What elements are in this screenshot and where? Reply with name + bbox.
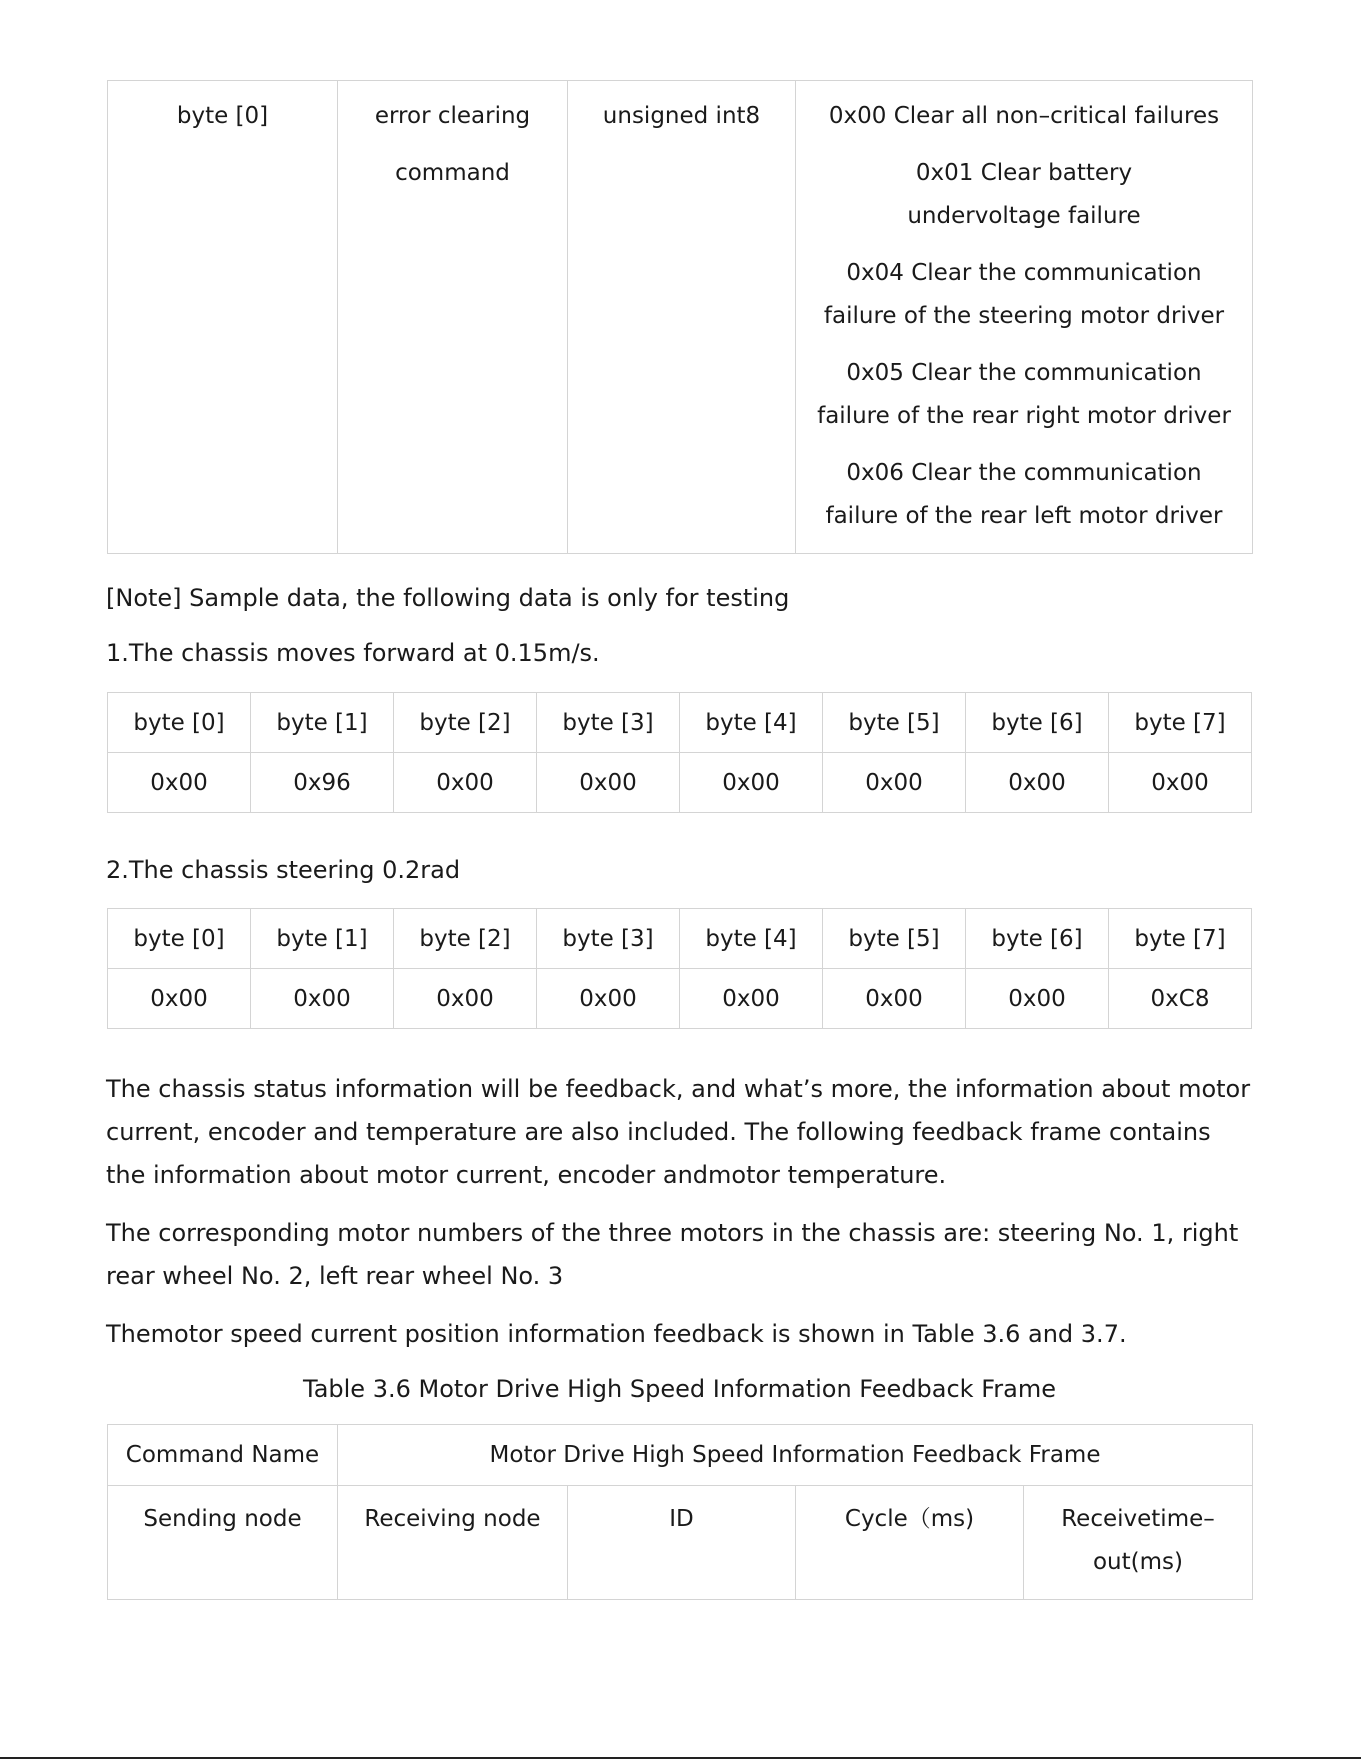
error-clear-table	[107, 80, 1253, 554]
header-cell: byte [0]	[108, 693, 251, 753]
header-cell: byte [2]	[394, 693, 537, 753]
header-cell: byte [2]	[394, 909, 537, 969]
command-name-label: Command Name	[108, 1425, 338, 1486]
table-3-6	[107, 1424, 1253, 1600]
column-header: Cycle（ms)	[796, 1486, 1024, 1600]
table-row	[108, 1486, 1253, 1600]
header-cell: byte [1]	[251, 909, 394, 969]
value-cell: 0x00	[966, 969, 1109, 1029]
option-item: 0x01 Clear battery undervoltage failure	[907, 160, 1141, 229]
name-line: error clearing	[374, 103, 531, 129]
column-header: Receivetime–out(ms)	[1024, 1486, 1253, 1600]
header-cell: byte [4]	[680, 909, 823, 969]
body-paragraph: The corresponding motor numbers of the three motors in the chassis are: steering No. 1, right rear wheel No. 2, left rear wheel No. 3	[106, 1219, 1239, 1290]
option-item: 0x06 Clear the communication failure of the rear left motor driver	[825, 460, 1223, 529]
column-header: ID	[568, 1486, 796, 1600]
table-row	[108, 1425, 1253, 1486]
value-cell: 0x00	[394, 969, 537, 1029]
page-bottom-rule	[0, 1757, 1361, 1759]
value-cell: 0x00	[823, 969, 966, 1029]
header-cell: byte [6]	[966, 909, 1109, 969]
value-cell: 0x00	[394, 753, 537, 813]
type-cell: unsigned int8	[568, 81, 796, 554]
table-row	[108, 81, 1253, 554]
body-paragraph: The chassis status information will be feedback, and what’s more, the information about motor current, encoder and temperature are also included. The following feedback frame contains the information about motor current, encoder andmotor temperature.	[106, 1075, 1251, 1189]
value-cell: 0x96	[251, 753, 394, 813]
example1-heading: 1.The chassis moves forward at 0.15m/s.	[106, 639, 600, 667]
value-cell: 0x00	[1109, 753, 1252, 813]
value-cell: 0x00	[966, 753, 1109, 813]
value-cell: 0x00	[537, 969, 680, 1029]
header-cell: byte [4]	[680, 693, 823, 753]
value-cell: 0x00	[108, 969, 251, 1029]
name-cell	[338, 81, 568, 554]
value-cell: 0x00	[251, 969, 394, 1029]
header-cell: byte [3]	[537, 909, 680, 969]
table-caption: Table 3.6 Motor Drive High Speed Information Feedback Frame	[303, 1375, 1056, 1403]
byte-cell: byte [0]	[108, 81, 338, 554]
note-text: [Note] Sample data, the following data is only for testing	[106, 584, 790, 612]
options-cell	[796, 81, 1253, 554]
option-item: 0x05 Clear the communication failure of the rear right motor driver	[817, 360, 1231, 429]
header-cell: byte [1]	[251, 693, 394, 753]
header-cell: byte [6]	[966, 693, 1109, 753]
column-header: Receiving node	[338, 1486, 568, 1600]
example2-table	[107, 908, 1252, 1029]
table-row	[108, 969, 1252, 1029]
header-cell: byte [5]	[823, 693, 966, 753]
value-cell: 0x00	[537, 753, 680, 813]
table-row	[108, 753, 1252, 813]
example1-table	[107, 692, 1252, 813]
table-row	[108, 909, 1252, 969]
header-cell: byte [0]	[108, 909, 251, 969]
header-cell: byte [3]	[537, 693, 680, 753]
header-cell: byte [7]	[1109, 693, 1252, 753]
header-cell: byte [7]	[1109, 909, 1252, 969]
header-cell: byte [5]	[823, 909, 966, 969]
example2-heading: 2.The chassis steering 0.2rad	[106, 856, 461, 884]
table-row	[108, 693, 1252, 753]
option-item: 0x00 Clear all non–critical failures	[828, 103, 1220, 129]
value-cell: 0xC8	[1109, 969, 1252, 1029]
value-cell: 0x00	[823, 753, 966, 813]
value-cell: 0x00	[680, 753, 823, 813]
column-header: Sending node	[108, 1486, 338, 1600]
option-item: 0x04 Clear the communication failure of the steering motor driver	[823, 260, 1225, 329]
name-line: command	[395, 160, 510, 186]
body-paragraph: Themotor speed current position information feedback is shown in Table 3.6 and 3.7.	[106, 1320, 1127, 1348]
value-cell: 0x00	[108, 753, 251, 813]
value-cell: 0x00	[680, 969, 823, 1029]
command-name-value: Motor Drive High Speed Information Feedback Frame	[338, 1425, 1253, 1486]
